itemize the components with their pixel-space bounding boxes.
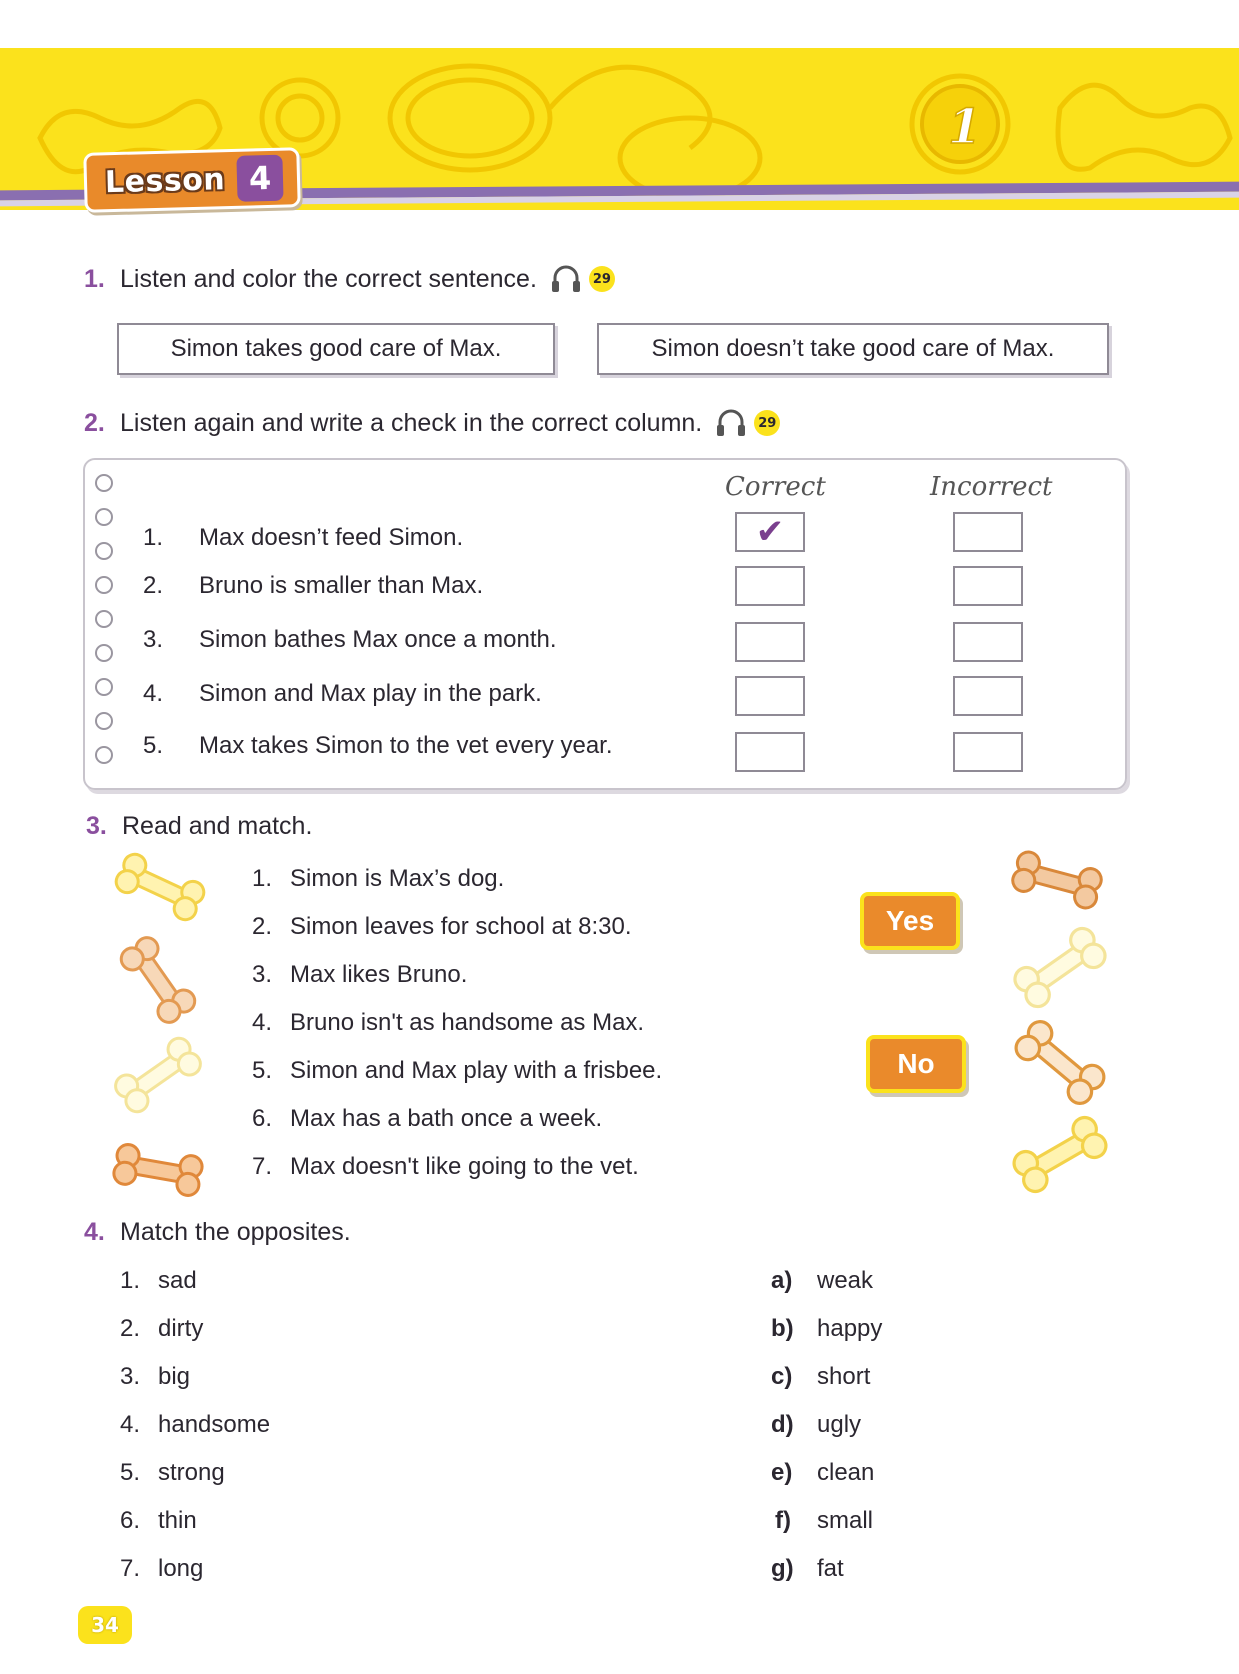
opposite-right-word[interactable]: weak [817, 1267, 874, 1294]
opposite-left-number: 5. [120, 1459, 141, 1486]
bone-icon[interactable] [1002, 845, 1112, 915]
check-mark-icon: ✔ [755, 512, 785, 552]
opposite-right-letter: a) [771, 1267, 793, 1294]
opposite-left-word[interactable]: thin [158, 1507, 197, 1534]
opposite-right-word[interactable]: ugly [817, 1411, 862, 1438]
exercise1-instruction [84, 262, 615, 296]
exercise2-number: 2. [84, 408, 105, 437]
match-statement-number: 3. [252, 961, 273, 988]
opposite-left-number: 6. [120, 1507, 141, 1534]
opposite-right-word[interactable]: short [817, 1363, 871, 1390]
match-statement-number: 5. [252, 1057, 273, 1084]
opposite-right-word[interactable]: small [817, 1507, 874, 1534]
opposite-left-word[interactable]: long [158, 1555, 204, 1582]
check-table-panel [83, 458, 1127, 790]
bone-icon[interactable] [1005, 1112, 1115, 1197]
binder-hole [95, 678, 113, 696]
sentence-option-2[interactable]: Simon doesn’t take good care of Max. [597, 323, 1109, 375]
exercise1-number: 1. [84, 264, 105, 293]
opposite-right-letter: b) [771, 1315, 794, 1342]
exercise2-instruction [84, 406, 780, 440]
statement-number: 1. [143, 524, 164, 551]
binder-hole [95, 474, 113, 492]
match-statement-text: Max likes Bruno. [290, 961, 468, 988]
medal-icon [922, 86, 998, 162]
headphones-icon [549, 262, 583, 296]
exercise4-instruction [84, 1218, 351, 1247]
exercise3-text: Read and match. [122, 812, 313, 840]
match-statement-number: 4. [252, 1009, 273, 1036]
opposite-right-word[interactable]: fat [817, 1555, 844, 1582]
yes-button[interactable]: Yes [860, 892, 960, 950]
opposite-left-number: 2. [120, 1315, 141, 1342]
bone-icon[interactable] [108, 935, 208, 1025]
opposite-left-word[interactable]: dirty [158, 1315, 204, 1342]
opposite-left-number: 4. [120, 1411, 141, 1438]
match-statement-number: 7. [252, 1153, 273, 1180]
opposite-left-word[interactable]: strong [158, 1459, 225, 1486]
lesson-number: 4 [237, 155, 284, 202]
binder-hole [95, 746, 113, 764]
headphones-icon [714, 406, 748, 440]
statement-number: 2. [143, 572, 164, 599]
opposite-right-letter: g) [771, 1555, 794, 1582]
opposite-left-word[interactable]: big [158, 1363, 191, 1390]
checkbox-incorrect-2[interactable] [953, 566, 1023, 606]
bone-icon[interactable] [110, 852, 210, 922]
exercise4-text: Match the opposites. [120, 1218, 351, 1246]
sentence-option-1[interactable]: Simon takes good care of Max. [117, 323, 555, 375]
statement-number: 3. [143, 626, 164, 653]
binder-hole [95, 542, 113, 560]
binder-hole [95, 576, 113, 594]
checkbox-incorrect-5[interactable] [953, 732, 1023, 772]
statement-text: Max doesn’t feed Simon. [199, 524, 464, 551]
audio-track-badge: 29 [589, 266, 615, 292]
match-statement-number: 2. [252, 913, 273, 940]
column-header-correct: Correct [725, 472, 826, 502]
exercise4-number: 4. [84, 1218, 105, 1246]
lesson-tag [83, 147, 300, 213]
opposite-left-number: 1. [120, 1267, 141, 1294]
bone-icon[interactable] [108, 1035, 208, 1115]
opposite-left-number: 7. [120, 1555, 141, 1582]
exercise3-number: 3. [86, 812, 107, 840]
audio-track-badge: 29 [754, 410, 780, 436]
bone-icon[interactable] [108, 1135, 208, 1205]
opposite-right-word[interactable]: happy [817, 1315, 883, 1342]
match-statement-text: Bruno isn't as handsome as Max. [290, 1009, 645, 1036]
opposite-right-letter: f) [775, 1507, 791, 1534]
binder-hole [95, 610, 113, 628]
opposite-right-letter: c) [771, 1363, 793, 1390]
statement-text: Simon bathes Max once a month. [199, 626, 557, 653]
checkbox-correct-1[interactable] [735, 512, 805, 552]
checkbox-correct-3[interactable] [735, 622, 805, 662]
checkbox-incorrect-4[interactable] [953, 676, 1023, 716]
medal-number: 1 [948, 99, 982, 155]
checkbox-incorrect-3[interactable] [953, 622, 1023, 662]
match-statement-text: Max has a bath once a week. [290, 1105, 603, 1132]
match-statement-text: Max doesn't like going to the vet. [290, 1153, 639, 1180]
binder-hole [95, 644, 113, 662]
checkbox-correct-2[interactable] [735, 566, 805, 606]
lesson-label: Lesson [104, 161, 226, 200]
statement-text: Max takes Simon to the vet every year. [199, 732, 613, 759]
page-number: 34 [78, 1606, 132, 1644]
statement-number: 4. [143, 680, 164, 707]
bone-icon[interactable] [1005, 925, 1115, 1010]
match-statement-text: Simon is Max’s dog. [290, 865, 505, 892]
match-statement-number: 6. [252, 1105, 273, 1132]
checkbox-correct-5[interactable] [735, 732, 805, 772]
binder-hole [95, 712, 113, 730]
exercise1-text: Listen and color the correct sentence. [120, 264, 537, 293]
opposite-right-letter: e) [771, 1459, 793, 1486]
opposite-left-number: 3. [120, 1363, 141, 1390]
opposite-left-word[interactable]: sad [158, 1267, 197, 1294]
column-header-incorrect: Incorrect [930, 472, 1053, 502]
opposite-right-letter: d) [771, 1411, 794, 1438]
statement-number: 5. [143, 732, 164, 759]
exercise2-text: Listen again and write a check in the correct column. [120, 408, 703, 437]
exercise3-instruction [86, 812, 312, 841]
opposite-right-word[interactable]: clean [817, 1459, 875, 1486]
bone-icon[interactable] [1005, 1020, 1115, 1105]
match-statement-number: 1. [252, 865, 273, 892]
no-button[interactable]: No [866, 1035, 966, 1093]
opposite-left-word[interactable]: handsome [158, 1411, 271, 1438]
statement-text: Bruno is smaller than Max. [199, 572, 484, 599]
checkbox-incorrect-1[interactable] [953, 512, 1023, 552]
binder-hole [95, 508, 113, 526]
match-statement-text: Simon and Max play with a frisbee. [290, 1057, 663, 1084]
match-statement-text: Simon leaves for school at 8:30. [290, 913, 632, 940]
statement-text: Simon and Max play in the park. [199, 680, 542, 707]
checkbox-correct-4[interactable] [735, 676, 805, 716]
